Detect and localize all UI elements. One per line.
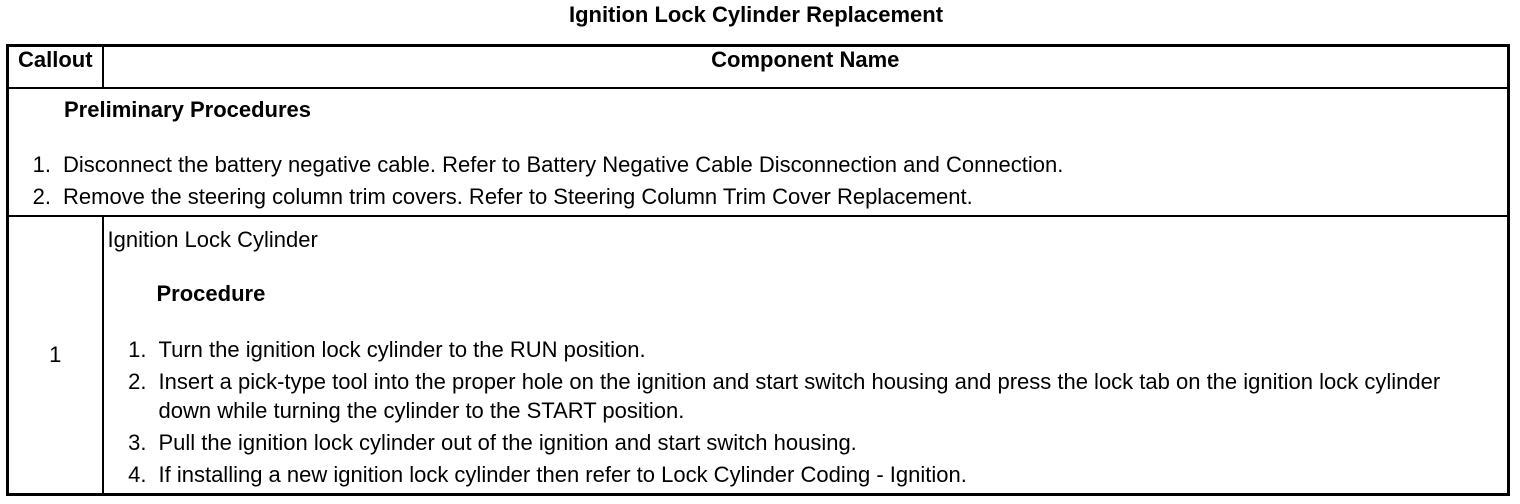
preliminary-procedures-heading: Preliminary Procedures (64, 97, 312, 122)
step-number: 1. (128, 337, 147, 362)
step-text: If installing a new ignition lock cylinder then refer to Lock Cylinder Coding - Ignition. (158, 462, 967, 487)
step-text: Remove the steering column trim covers. Refer to Steering Column Trim Cover Replacement. (63, 184, 973, 209)
callout-column-header: Callout (8, 46, 103, 89)
step-text: Disconnect the battery negative cable. Refer to Battery Negative Cable Disconnection and Connection. (63, 152, 1064, 177)
table-row (8, 216, 1509, 495)
list-item (104, 335, 1499, 364)
table-header-row (8, 46, 1509, 89)
list-item (9, 181, 1499, 213)
step-number: 2. (32, 184, 51, 209)
list-item (104, 428, 1499, 457)
procedure-table (6, 44, 1510, 496)
step-number: 4. (128, 462, 147, 487)
procedure-steps-list (104, 335, 1499, 492)
procedure-heading: Procedure (156, 281, 266, 306)
preliminary-procedures-row (8, 88, 1509, 216)
list-item (104, 367, 1499, 425)
preliminary-procedures-cell (8, 88, 1509, 216)
list-item (104, 460, 1499, 489)
preliminary-steps-list (9, 149, 1499, 213)
document-title: Ignition Lock Cylinder Replacement (568, 2, 944, 27)
step-number: 2. (128, 369, 147, 394)
callout-number: 1 (8, 216, 103, 495)
component-name-column-header: Component Name (103, 46, 1509, 89)
component-cell (103, 216, 1509, 495)
step-text: Turn the ignition lock cylinder to the RUN position. (158, 337, 646, 362)
step-text: Pull the ignition lock cylinder out of the ignition and start switch housing. (158, 430, 857, 455)
step-number: 1. (32, 152, 51, 177)
step-number: 3. (128, 430, 147, 455)
step-text: Insert a pick-type tool into the proper hole on the ignition and start switch housing and press the lock tab on the ignition lock cylinder down while turning the cylinder to the START position. (158, 369, 1441, 423)
list-item (9, 149, 1499, 181)
component-name: Ignition Lock Cylinder (107, 227, 318, 252)
